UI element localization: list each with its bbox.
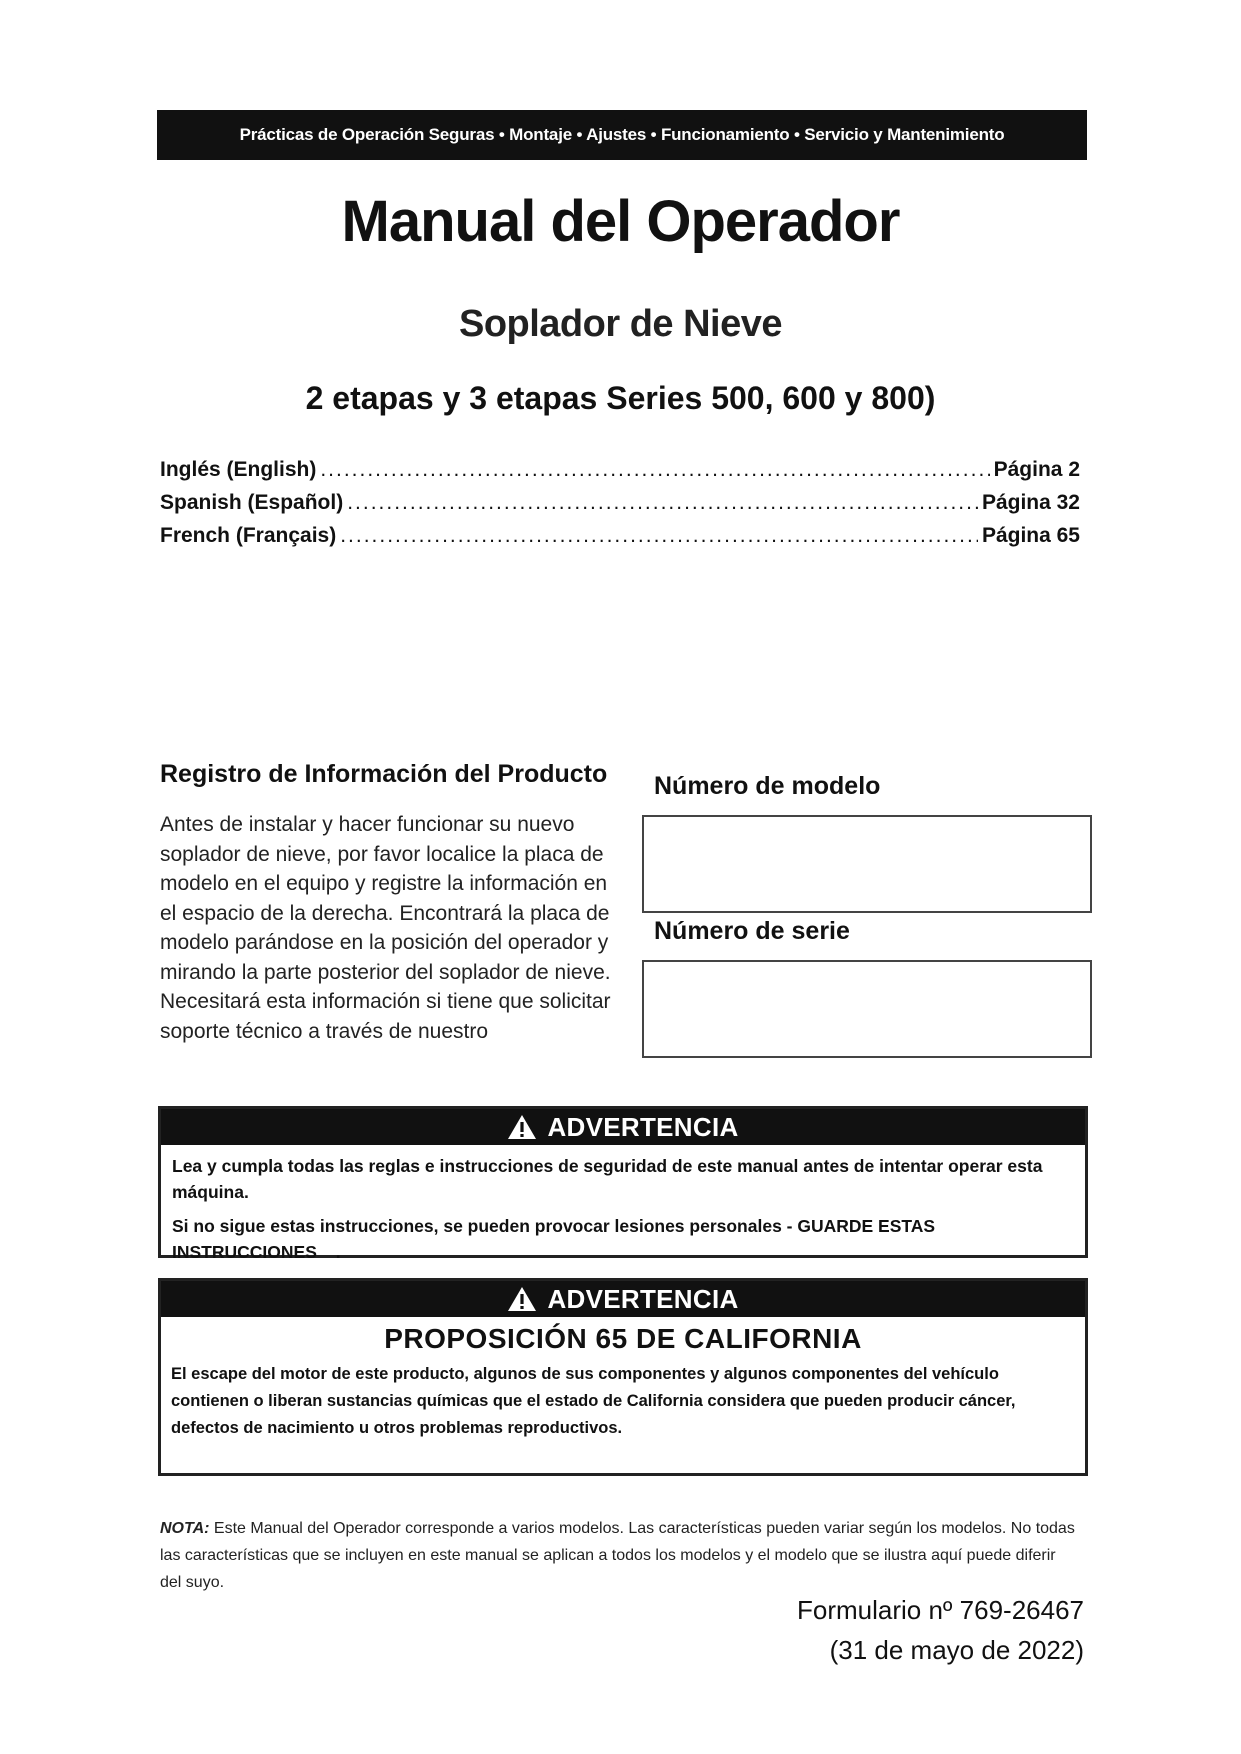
safety-warning-box xyxy=(158,1106,1088,1262)
toc-leader xyxy=(320,458,989,482)
language-toc xyxy=(160,458,1080,557)
model-number-field[interactable] xyxy=(642,815,1092,913)
form-date: (31 de mayo de 2022) xyxy=(829,1635,1084,1665)
warning-triangle-icon xyxy=(507,1286,537,1312)
series-heading: 2 etapas y 3 etapas Series 500, 600 y 800) xyxy=(305,380,936,416)
form-number: Formulario nº 769-26467 xyxy=(797,1595,1084,1625)
page-subtitle: Soplador de Nieve xyxy=(458,303,783,345)
toc-page: Página 32 xyxy=(981,491,1080,514)
registration-title: Registro de Información del Producto xyxy=(160,760,608,788)
form-number-block xyxy=(797,1590,1084,1670)
warning-line-2 xyxy=(161,1205,1085,1265)
warning-triangle-icon xyxy=(507,1114,537,1140)
header-bar xyxy=(157,110,1087,160)
warning-line-2-mark: . xyxy=(335,1242,341,1262)
note-paragraph xyxy=(160,1515,1080,1596)
toc-row[interactable] xyxy=(160,491,1080,524)
header-bar-text: Prácticas de Operación Seguras • Montaje • Ajustes • Funcionamiento • Servicio y Mantenimiento xyxy=(239,125,1005,144)
toc-row[interactable] xyxy=(160,524,1080,557)
model-number-label: Número de modelo xyxy=(654,772,881,800)
toc-row[interactable] xyxy=(160,458,1080,491)
serial-number-field[interactable] xyxy=(642,960,1092,1058)
toc-label: Inglés (English) xyxy=(160,458,317,481)
toc-label: Spanish (Español) xyxy=(160,491,344,514)
warning-header xyxy=(161,1109,1085,1145)
toc-page: Página 2 xyxy=(993,458,1080,481)
prop65-warning-box xyxy=(158,1278,1088,1476)
prop65-title: PROPOSICIÓN 65 DE CALIFORNIA xyxy=(384,1323,862,1354)
note-label: NOTA: xyxy=(160,1520,210,1537)
warning-line-1: Lea y cumpla todas las reglas e instrucciones de seguridad de este manual antes de intentar operar esta máquina. xyxy=(172,1156,1043,1202)
warning-heading: ADVERTENCIA xyxy=(547,1283,739,1314)
toc-leader xyxy=(340,524,978,548)
prop65-text: El escape del motor de este producto, algunos de sus componentes y algunos componentes del vehículo contienen o liberan sustancias químicas que el estado de California considera que pueden producir cáncer, defectos de nacimiento u otros problemas reproductivos. xyxy=(171,1365,1016,1437)
warning-line-2-text: Si no sigue estas instrucciones, se pueden provocar lesiones personales - GUARDE ESTAS INSTRUCCIONES xyxy=(172,1216,936,1262)
registration-body: Antes de instalar y hacer funcionar su nuevo soplador de nieve, por favor localice la placa de modelo en el equipo y registre la información en el espacio de la derecha. Encontrará la placa de modelo parándose en la posición del operador y mirando la parte posterior del soplador de nieve. Necesitará esta información si tiene que solicitar soporte técnico a través de nuestro xyxy=(160,813,611,1043)
toc-leader xyxy=(347,491,978,515)
page-title: Manual del Operador xyxy=(341,189,900,254)
note-text: Este Manual del Operador corresponde a varios modelos. Las características pueden variar según los modelos. No todas las características que se incluyen en este manual se aplican a todos los modelos y el modelo que se ilustra aquí puede diferir del suyo. xyxy=(160,1520,1075,1591)
warning-heading: ADVERTENCIA xyxy=(547,1111,739,1142)
toc-label: French (Français) xyxy=(160,524,337,547)
serial-number-label: Número de serie xyxy=(654,917,850,945)
warning-header xyxy=(161,1281,1085,1317)
toc-page: Página 65 xyxy=(981,524,1080,547)
